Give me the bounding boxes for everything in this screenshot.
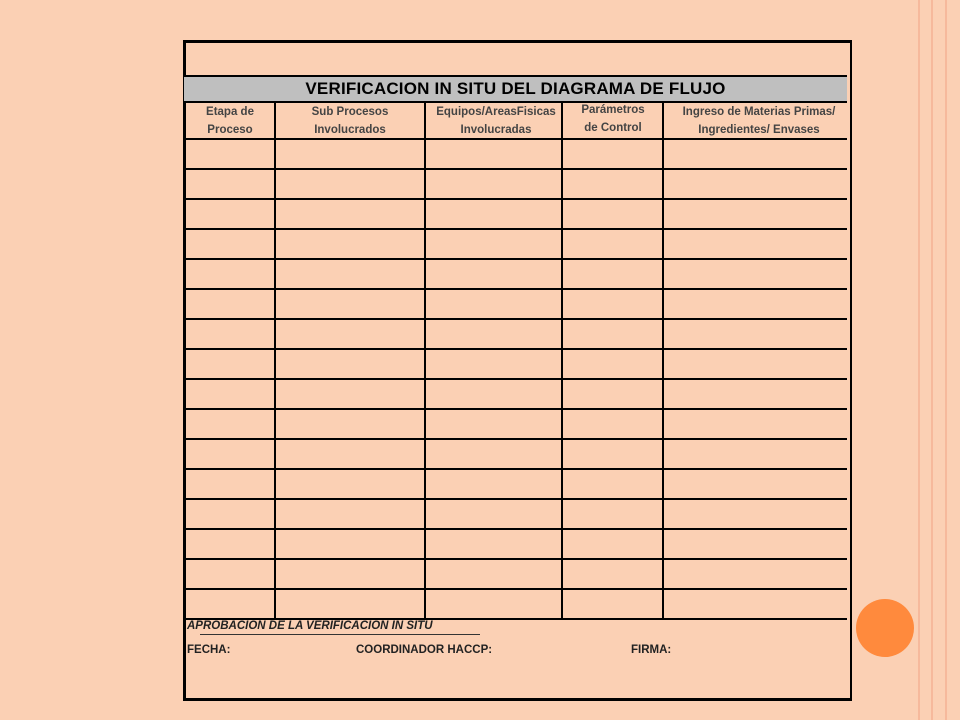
col-header-line: Proceso bbox=[207, 124, 253, 136]
col-header-ingreso bbox=[664, 103, 854, 139]
approval-underline bbox=[200, 634, 480, 635]
approval-label: APROBACION DE LA VERIFICACION IN SITU bbox=[187, 620, 433, 632]
col-header-subprocesos bbox=[276, 103, 424, 139]
grid-row-line bbox=[184, 558, 847, 560]
grid-row-line bbox=[184, 138, 847, 140]
grid-row-line bbox=[184, 528, 847, 530]
col-header-line: Etapa de bbox=[206, 106, 254, 118]
col-header-line: Involucrados bbox=[314, 124, 386, 136]
col-header-etapa bbox=[186, 103, 274, 139]
col-header-equipos bbox=[426, 103, 566, 139]
grid-row-line bbox=[184, 468, 847, 470]
grid-row-line bbox=[184, 588, 847, 590]
grid-row-line bbox=[184, 348, 847, 350]
page-edge-line bbox=[945, 0, 947, 720]
grid-column-line bbox=[662, 101, 664, 618]
col-header-line: Equipos/AreasFisicas bbox=[436, 106, 556, 118]
grid-row-line bbox=[184, 498, 847, 500]
page-edge-line bbox=[918, 0, 920, 720]
grid-row-line bbox=[184, 198, 847, 200]
col-header-line: de Control bbox=[584, 122, 642, 134]
grid-row-line bbox=[184, 288, 847, 290]
orange-circle-decoration bbox=[856, 599, 914, 657]
grid-row-line bbox=[184, 101, 847, 103]
coordinador-label: COORDINADOR HACCP: bbox=[356, 644, 493, 656]
grid-column-line bbox=[561, 101, 563, 618]
col-header-parametros bbox=[563, 101, 663, 137]
col-header-line: Ingreso de Materias Primas/ bbox=[682, 106, 836, 118]
grid-column-line bbox=[424, 101, 426, 618]
grid-row-line bbox=[184, 438, 847, 440]
col-header-line: Involucradas bbox=[460, 124, 532, 136]
fecha-label: FECHA: bbox=[187, 644, 231, 656]
grid-row-line bbox=[184, 75, 847, 77]
grid-row-line bbox=[184, 168, 847, 170]
grid-column-line bbox=[274, 101, 276, 618]
page-edge-line bbox=[931, 0, 933, 720]
grid-row-line bbox=[184, 378, 847, 380]
col-header-line: Sub Procesos bbox=[311, 106, 389, 118]
grid-row-line bbox=[184, 228, 847, 230]
col-header-line: Ingredientes/ Envases bbox=[698, 124, 820, 136]
grid-row-line bbox=[184, 318, 847, 320]
grid-row-line bbox=[184, 258, 847, 260]
form-title: VERIFICACION IN SITU DEL DIAGRAMA DE FLUJO bbox=[184, 77, 847, 101]
firma-label: FIRMA: bbox=[631, 644, 672, 656]
grid-row-line bbox=[184, 408, 847, 410]
col-header-line: Parámetros bbox=[581, 104, 645, 116]
